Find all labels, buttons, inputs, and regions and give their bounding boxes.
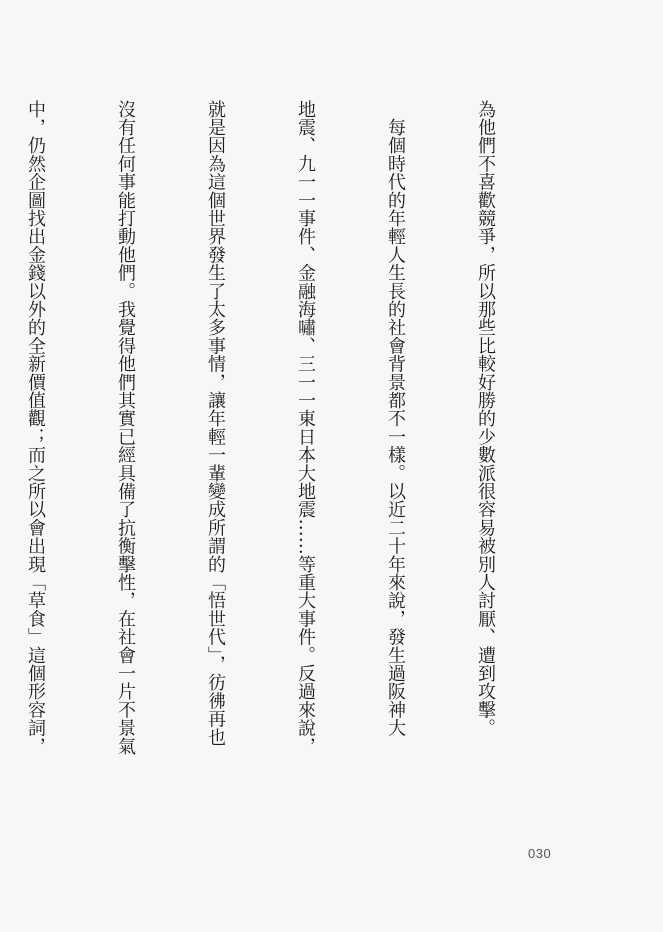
text-line: 為他們不喜歡競爭，所以那些比較好勝的少數派很容易被別人討厭、遭到攻擊。 xyxy=(475,100,496,737)
text-line: 沒有任何事能打動他們。我覺得他們其實已經具備了抗衡擊性，在社會一片不景氣 xyxy=(115,100,136,756)
text-line: 就是因為這個世界發生了太多事情，讓年輕一輩變成所謂的「悟世代」，彷彿再也 xyxy=(205,100,226,747)
text-line: 中，仍然企圖找出金錢以外的全新價值觀；而之所以會出現「草食」這個形容詞， xyxy=(25,100,46,756)
vertical-text-block xyxy=(25,100,560,790)
page-number: 030 xyxy=(528,846,552,861)
text-line: 每個時代的年輕人生長的社會背景都不一樣。以近二十年來說，發生過阪神大 xyxy=(385,100,406,737)
text-line: 地震、九一一事件、金融海嘯、三一一東日本大地震……等重大事件。反過來說， xyxy=(295,100,316,756)
